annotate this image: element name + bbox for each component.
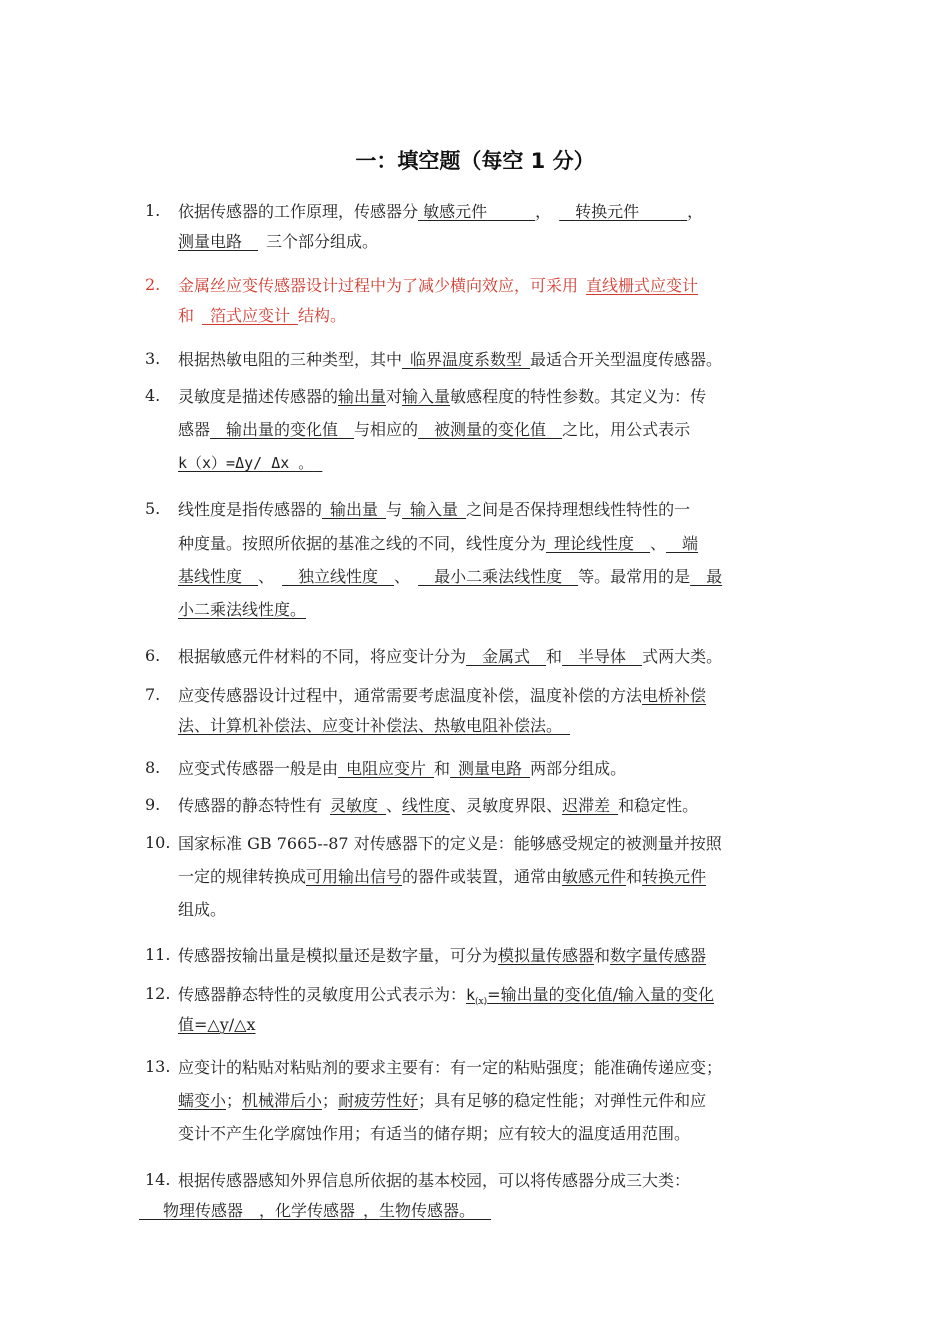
question-number: 11. xyxy=(145,945,171,964)
answer-blank: 直线栅式应变计 xyxy=(586,276,699,295)
answer-blank: 测量电路 xyxy=(178,232,243,251)
question-text: 三个部分组成。 xyxy=(266,232,379,251)
question-text: 种度量。按照所依据的基准之线的不同，线性度分为 xyxy=(178,534,547,553)
question-text: 国家标准 GB 7665--87 对传感器下的定义是：能够感受规定的被测量并按照 xyxy=(178,834,722,853)
answer-blank: 输出量的变化值 xyxy=(226,420,339,439)
question-text: 、灵敏度界限、 xyxy=(450,796,563,815)
question-text: 式两大类。 xyxy=(642,647,723,666)
question-text: 和 xyxy=(626,867,643,886)
question-text: 两部分组成。 xyxy=(530,759,627,778)
formula-blank: $k_{(x)}=$输出量的变化值/输入量的变化 xyxy=(466,985,714,1008)
formula-blank: 值=△y/△x xyxy=(178,1015,256,1034)
formula-blank: k（x）=Δy/ Δx 。 xyxy=(178,454,314,472)
question-text: 和稳定性。 xyxy=(618,796,699,815)
answer-blank: 最 xyxy=(706,567,723,586)
question-text: 与 xyxy=(386,500,403,519)
question-text: 灵敏度是描述传感器的 xyxy=(178,387,339,406)
question-text: ， xyxy=(535,202,552,221)
question-text: 根据热敏电阻的三种类型，其中 xyxy=(178,350,403,369)
answer-blank: 小二乘法线性度。 xyxy=(178,600,307,619)
answer-blank: 输入量 xyxy=(410,500,459,519)
question-text: 金属丝应变传感器设计过程中为了减少横向效应，可采用 xyxy=(178,276,579,295)
question-text: 传感器按输出量是模拟量还是数字量，可分为 xyxy=(178,946,499,965)
question-number: 10. xyxy=(145,833,171,852)
page-title: 一：填空题（每空 1 分） xyxy=(355,149,595,173)
answer-blank: 输入量 xyxy=(402,387,451,406)
question-number: 3. xyxy=(145,349,161,368)
answer-blank: 转换元件 xyxy=(575,202,640,221)
question-number: 8. xyxy=(145,758,161,777)
question-text: 依据传感器的工作原理，传感器分 xyxy=(178,202,419,221)
question-text: 传感器静态特性的灵敏度用公式表示为： xyxy=(178,985,467,1004)
answer-blank: 金属式 xyxy=(482,647,531,666)
question-text: 感器 xyxy=(178,420,211,439)
question-text: 等。最常用的是 xyxy=(578,567,691,586)
question-number: 7. xyxy=(145,685,161,704)
answer-blank: 临界温度系数型 xyxy=(410,350,523,369)
question-text: 、 xyxy=(258,567,275,586)
answer-blank: 灵敏度 xyxy=(330,796,379,815)
answer-blank: 理论线性度 xyxy=(554,534,635,553)
question-text: 之间是否保持理想线性特性的一 xyxy=(466,500,691,519)
answer-blank: 基线性度 xyxy=(178,567,243,586)
answer-blank: 箔式应变计 xyxy=(210,306,291,325)
answer-blank: 模拟量传感器 xyxy=(498,946,595,965)
question-text: 变计不产生化学腐蚀作用；有适当的储存期；应有较大的温度适用范围。 xyxy=(178,1124,691,1143)
answer-blank: 物理传感器 ，化学传感器 ，生物传感器。 xyxy=(163,1201,476,1220)
answer-blank: 电桥补偿 xyxy=(642,686,707,705)
question-text: 对 xyxy=(386,387,403,406)
question-text: ， xyxy=(687,202,704,221)
question-text: 结构。 xyxy=(298,306,347,325)
answer-blank: 输出量 xyxy=(330,500,379,519)
answer-blank: 半导体 xyxy=(578,647,627,666)
answer-blank: 端 xyxy=(682,534,699,553)
question-text: ；具有足够的稳定性能；对弹性元件和应 xyxy=(418,1091,707,1110)
question-text: 和 xyxy=(546,647,563,666)
question-text: 应变传感器设计过程中，通常需要考虑温度补偿，温度补偿的方法 xyxy=(178,686,643,705)
answer-blank: 耐疲劳性好 xyxy=(338,1091,419,1110)
question-text: 敏感程度的特性参数。其定义为：传 xyxy=(450,387,707,406)
answer-blank: 转换元件 xyxy=(642,867,707,886)
question-text: ； xyxy=(322,1091,339,1110)
question-text: 根据传感器感知外界信息所依据的基本校园，可以将传感器分成三大类： xyxy=(178,1171,691,1190)
answer-blank: 测量电路 xyxy=(458,759,523,778)
question-text: 传感器的静态特性有 xyxy=(178,796,323,815)
question-text: 、 xyxy=(650,534,667,553)
question-text: 和 xyxy=(434,759,451,778)
question-text: 一定的规律转换成 xyxy=(178,867,307,886)
answer-blank: 迟滞差 xyxy=(562,796,611,815)
question-number: 9. xyxy=(145,795,161,814)
answer-blank: 电阻应变片 xyxy=(346,759,427,778)
question-number: 13. xyxy=(145,1057,171,1076)
question-text: 组成。 xyxy=(178,900,227,919)
answer-blank: 敏感元件 xyxy=(423,202,488,221)
answer-blank: 可用输出信号 xyxy=(306,867,403,886)
question-number: 12. xyxy=(145,984,171,1003)
answer-blank: 法、计算机补偿法、应变计补偿法、热敏电阻补偿法。 xyxy=(178,716,563,735)
question-text: 最适合开关型温度传感器。 xyxy=(530,350,723,369)
question-text: 、 xyxy=(386,796,403,815)
answer-blank: 机械滞后小 xyxy=(242,1091,323,1110)
answer-blank: 被测量的变化值 xyxy=(434,420,547,439)
question-text: 之比，用公式表示 xyxy=(562,420,691,439)
question-number: 6. xyxy=(145,646,161,665)
question-text: 线性度是指传感器的 xyxy=(178,500,323,519)
question-number: 2. xyxy=(145,275,161,294)
question-text: 应变式传感器一般是由 xyxy=(178,759,339,778)
answer-blank: 最小二乘法线性度 xyxy=(434,567,563,586)
question-text: 和 xyxy=(594,946,611,965)
question-text: 的器件或装置，通常由 xyxy=(402,867,563,886)
answer-blank: 输出量 xyxy=(338,387,387,406)
answer-blank: 独立线性度 xyxy=(298,567,379,586)
question-number: 4. xyxy=(145,386,161,405)
question-number: 1. xyxy=(145,201,161,220)
question-text: 应变计的粘贴对粘贴剂的要求主要有：有一定的粘贴强度；能准确传递应变； xyxy=(178,1058,723,1077)
question-text: 、 xyxy=(394,567,411,586)
answer-blank: 数字量传感器 xyxy=(610,946,707,965)
question-number: 14. xyxy=(145,1170,171,1189)
question-text: 与相应的 xyxy=(354,420,419,439)
question-text: 和 xyxy=(178,306,195,325)
question-text: ； xyxy=(226,1091,243,1110)
answer-blank: 蠕变小 xyxy=(178,1091,227,1110)
answer-blank: 线性度 xyxy=(402,796,451,815)
question-text: 根据敏感元件材料的不同，将应变计分为 xyxy=(178,647,467,666)
answer-blank: 敏感元件 xyxy=(562,867,627,886)
question-number: 5. xyxy=(145,499,161,518)
